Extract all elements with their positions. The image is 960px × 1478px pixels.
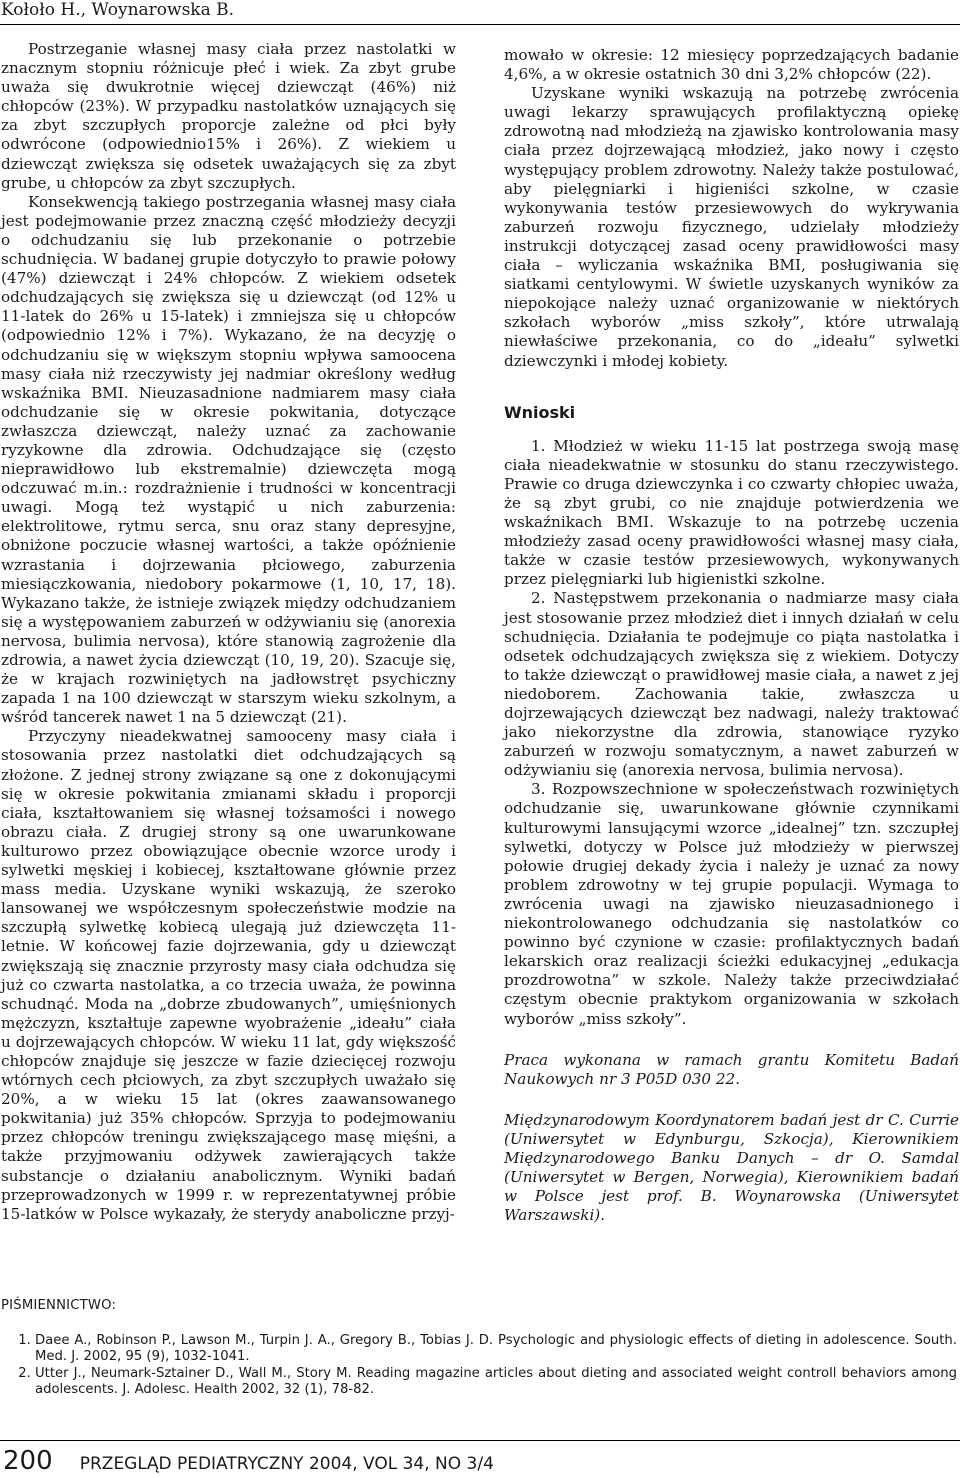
reference-item-1: 1. Daee A., Robinson P., Lawson M., Turpin J. A., Gregory B., Tobias J. D. Psychologic and physiologic effects of dieting in adolescence. South. Med. J. 2002, 95 (9), 1032-1041. <box>35 1333 957 1366</box>
left-paragraph-2: Konsekwencją takiego postrzegania własnej masy ciała jest podejmowanie przez znaczną część młodzieży decyzji o odchudzaniu się lub przekonanie o potrzebie schudnięcia. W badanej grupie dotyczyło to prawie połowy (47%) dziewcząt i 24% chłopców. Z wiekiem odsetek odchudzających się zwiększa się u dziewcząt (od 12% u 11-latek do 26% u 15-latek) i zmniejsza się u chłopców (odpowiednio 12% i 7%). Wykazano, że na decyzję o odchudzaniu się w większym stopniu wpływa samoocena masy ciała niż rzeczywisty jej nadmiar określony według wskaźnika BMI. Nieuzasadnione nadmiarem masy ciała odchudzanie się w okresie pokwitania, dotyczące zwłaszcza dziewcząt, należy uznać za zachowanie ryzykowne dla zdrowia. Odchudzające się (często nieprawidłowo lub ekstremalnie) dziewczęta mogą odczuwać m.in.: rozdrażnienie i trudności w koncentracji uwagi. Mogą też wystąpić u nich zaburzenia: elektrolitowe, rytmu serca, snu oraz stany depresyjne, obniżone poczucie własnej wartości, a także opóźnienie wzrastania i dojrzewania płciowego, zaburzenia miesiączkowania, niedobory pokarmowe (1, 10, 17, 18). Wykazano także, że istnieje związek między odchudzaniem się a występowaniem zaburzeń w odżywianiu się (anorexia nervosa, bulimia nervosa), które stanowią zagrożenie dla zdrowia, a nawet życia dziewcząt (10, 19, 20). Szacuje się, że w krajach rozwiniętych na jadłowstręt psychiczny zapada 1 na 100 dziewcząt w starszym wieku szkolnym, a wśród tancerek nawet 1 na 5 dziewcząt (21). <box>1 192 456 727</box>
header-authors: Kołoło H., Woynarowska B. <box>1 0 235 20</box>
references-title: PIŚMIENNICTWO: <box>1 1298 117 1313</box>
reference-item-2: 2. Utter J., Neumark-Sztainer D., Wall M., Story M. Reading magazine articles about dieting and associated weight controll behaviors among adolescents. J. Adolesc. Health 2002, 32 (1), 78-82. <box>35 1366 957 1399</box>
right-paragraph-1: mowało w okresie: 12 miesięcy poprzedzających badanie 4,6%, a w okresie ostatnich 30 dni 3,2% chłopców (22). <box>504 46 959 84</box>
left-column <box>1 40 456 1224</box>
footer-rule <box>0 1440 960 1441</box>
conclusion-item-1: 1. Młodzież w wieku 11-15 lat postrzega swoją masę ciała nieadekwatnie w stosunku do stanu rzeczywistego. Prawie co druga dziewczynka i co czwarty chłopiec uważa, że są zbyt grubi, co nie znajduje potwierdzenia we wskaźnikach BMI. Wskazuje to na potrzebę uczenia młodzieży zasad oceny prawidłowości własnej masy ciała, także w czasie testów przesiewowych, wykonywanych przez pielęgniarki lub higienistki szkolne. <box>504 436 959 589</box>
conclusion-item-3: 3. Rozpowszechnione w społeczeństwach rozwiniętych odchudzanie się, uwarunkowane głównie czynnikami kulturowymi lansującymi wzorce „idealnej” tzn. szczupłej sylwetki, dotyczy w Polsce już młodzieży w pierwszej połowie drugiej dekady życia i należy je uznać za nowy problem zdrowotny w tej grupie populacji. Wymaga to zwrócenia uwagi na zjawisko nieuzasadnionego i niekontrolowanego odchudzania się nastolatków co powinno być czynione w czasie: profilaktycznych badań lekarskich oraz realizacji ścieżki edukacyjnej „edukacja prozdrowotna” w szkole. Należy także przeciwdziałać częstym obecnie praktykom organizowania w szkołach wyborów „miss szkoły”. <box>504 780 959 1028</box>
right-column <box>504 46 959 1225</box>
running-header <box>0 0 960 24</box>
conclusions-heading: Wnioski <box>504 402 576 422</box>
page-footer <box>3 1447 494 1477</box>
right-paragraph-2: Uzyskane wyniki wskazują na potrzebę zwrócenia uwagi lekarzy sprawujących profilaktyczną opiekę zdrowotną nad młodzieżą na zjawisko kontrolowania masy ciała przez dojrzewającą młodzież, jako nowy i często występujący problem zdrowotny. Należy także postulować, aby pielęgniarki i higieniści szkolne, w czasie wykonywania testów przesiewowych do wykrywania zaburzeń rozwoju fizycznego, udzielały młodzieży instrukcji dotyczącej zasad oceny prawidłowości masy ciała – wyliczania wskaźnika BMI, posługiwania się siatkami centylowymi. W świetle uzyskanych wyników za niepokojące należy uznać organizowanie w niektórych szkołach wyborów „miss szkoły”, które utrwalają niewłaściwe przekonania, co do „ideału” sylwetki dziewczynki i młodej kobiety. <box>504 84 959 370</box>
references-section <box>1 1298 957 1399</box>
page-number: 200 <box>3 1446 53 1476</box>
coordinator-note: Międzynarodowym Koordynatorem badań jest dr C. Currie (Uniwersytet w Edynburgu, Szkocja), Kierownikiem Międzynarodowego Banku Danych – dr O. Samdal (Uniwersytet w Bergen, Norwegia), Kierownikiem badań w Polsce jest prof. B. Woynarowska (Uniwersytet Warszawski). <box>504 1110 959 1225</box>
grant-note: Praca wykonana w ramach grantu Komitetu Badań Naukowych nr 3 P05D 030 22. <box>504 1050 959 1088</box>
header-rule <box>0 24 960 25</box>
left-paragraph-3: Przyczyny nieadekwatnej samooceny masy ciała i stosowania przez nastolatki diet odchudzających są złożone. Z jednej strony związane są one z dokonującymi się w okresie pokwitania zmianami składu i proporcji ciała, kształtowaniem się własnej tożsamości i nowego obrazu ciała. Z drugiej strony są one uwarunkowane kulturowo przez obowiązujące obecnie wzorce urody i sylwetki męskiej i kobiecej, kształtowane głównie przez mass media. Uzyskane wyniki wskazują, że szeroko lansowanej we współczesnym społeczeństwie modzie na szczupłą sylwetkę kobiecą ulegają już dziewczęta 11-letnie. W końcowej fazie dojrzewania, gdy u dziewcząt zwiększają się znacznie przyrosty masy ciała odchudza się już co czwarta nastolatka, a co trzecia uważa, że powinna schudnąć. Moda na „dobrze zbudowanych”, umięśnionych mężczyzn, kształtuje zapewne wyobrażenie „ideału” ciała u dojrzewających chłopców. W wieku 11 lat, gdy większość chłopców znajduje się jeszcze w fazie dziecięcej rozwoju wtórnych cech płciowych, za zbyt szczupłych uważało się 20%, a w wieku 15 lat (okres zaawansowanego pokwitania) już 35% chłopców. Sprzyja to podejmowaniu przez chłopców treningu zwiększającego masę mięśni, a także przyjmowaniu odżywek zawierających także substancje o działaniu anabolicznym. Wyniki badań przeprowadzonych w 1999 r. w reprezentatywnej próbie 15-latków w Polsce wykazały, że sterydy anaboliczne przyj- <box>1 727 456 1223</box>
references-list <box>1 1333 957 1399</box>
journal-citation: PRZEGLĄD PEDIATRYCZNY 2004, VOL 34, NO 3/4 <box>79 1454 494 1474</box>
left-paragraph-1: Postrzeganie własnej masy ciała przez nastolatki w znacznym stopniu różnicuje płeć i wiek. Za zbyt grube uważa się dwukrotnie więcej dziewcząt (46%) niż chłopców (23%). W przypadku nastolatków uznających się za zbyt szczupłych proporcje zależne od płci były odwrócone (odpowiednio15% i 26%). Z wiekiem u dziewcząt zwiększa się odsetek uważających się za zbyt grube, u chłopców za zbyt szczupłych. <box>1 40 456 192</box>
conclusions-list <box>504 437 959 1029</box>
conclusion-item-2: 2. Następstwem przekonania o nadmiarze masy ciała jest stosowanie przez młodzież diet i innych działań w celu schudnięcia. Działania te podejmuje co piąta nastolatka i odsetek odchudzających zwiększa się z wiekiem. Dotyczy to także dziewcząt o prawidłowej masie ciała, a nawet z jej niedoborem. Zachowania takie, zwłaszcza u dojrzewających dziewcząt bez nadwagi, należy traktować jako niekorzystne dla zdrowia, stanowiące ryzyko zaburzeń w rozwoju somatycznym, a nawet zaburzeń w odżywianiu się (anorexia nervosa, bulimia nervosa). <box>504 589 959 780</box>
